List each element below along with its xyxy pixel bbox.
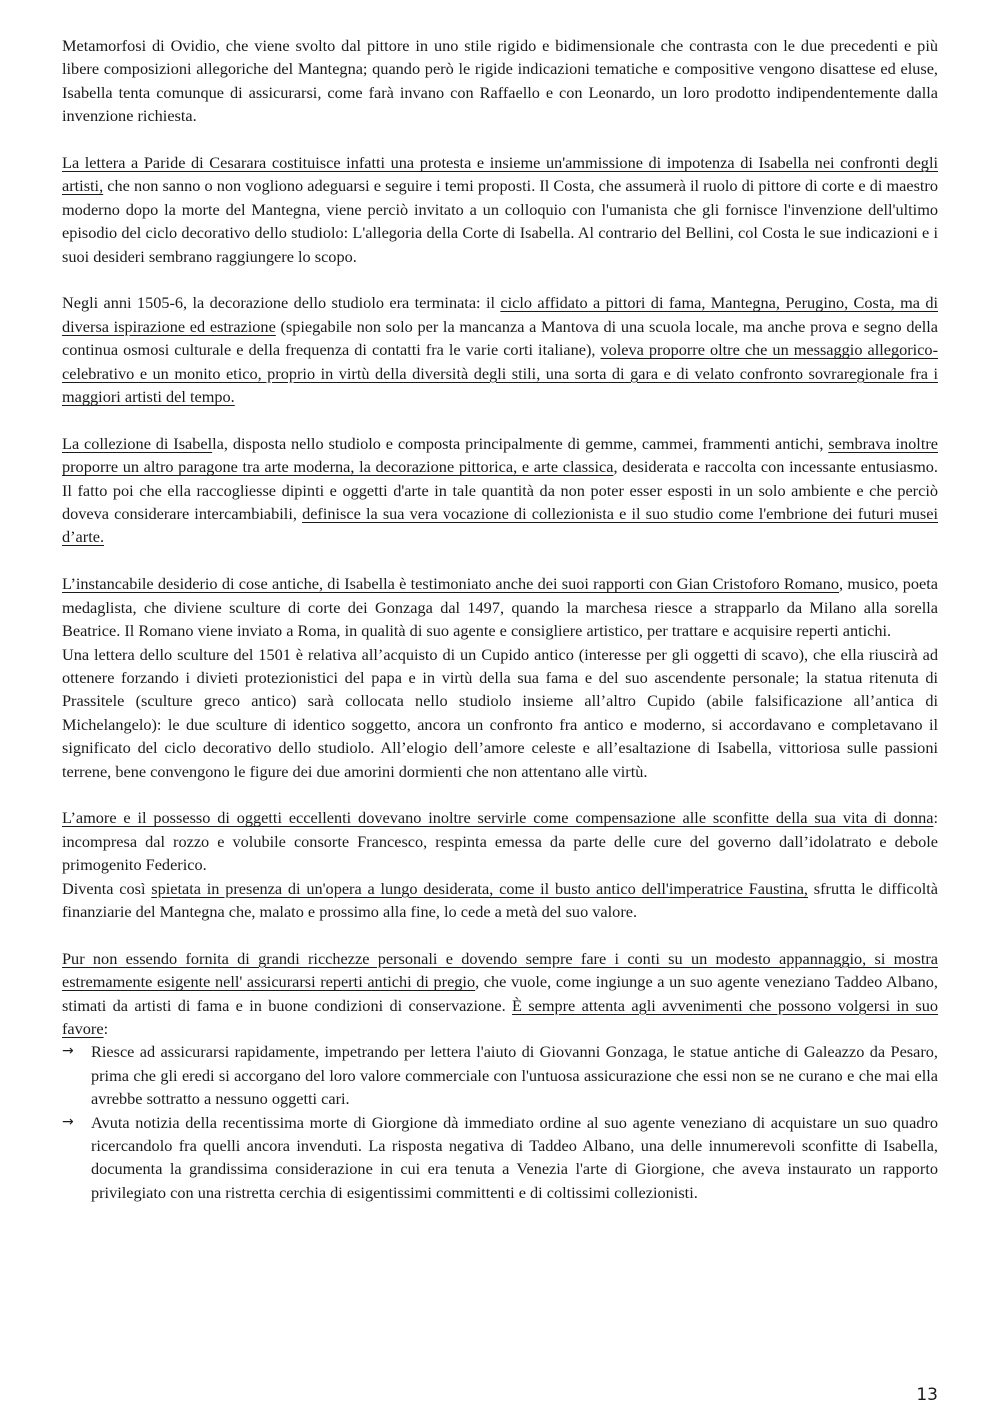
text-run: che non sanno o non vogliono adeguarsi e seguire i temi proposti. Il Costa, che assumerà il ruolo di pittore di corte e di maestro moderno dopo la morte del Mantegna, viene perciò invitato a un colloquio con l'umanista che gli fornisce l'invenzione dell'ultimo episodio del ciclo decorativo dello studiolo: L'allegoria della Corte di Isabella. Al contrario del Bellini, col Costa le sue indicazioni e i suoi desideri sembrano raggiungere lo scopo.: [62, 176, 938, 266]
underlined-text: La collezione di Isabel: [62, 433, 213, 453]
underlined-text: spietata in presenza di un'opera a lungo desiderata, come il busto antico dell'imperatrice Faustina,: [151, 878, 808, 898]
paragraph: [62, 877, 938, 924]
paragraph: [62, 291, 938, 408]
arrow-right-icon: →: [62, 1043, 74, 1060]
underlined-text: ciclo affidato a pittori di fama, Mantegna, Perugino, Costa, ma di diversa ispirazione ed estrazione: [62, 293, 938, 336]
underlined-text: L’amore e il possesso di oggetti eccellenti dovevano inoltre servirle come compensazione alle sconfitte della sua vita di donna: [62, 808, 934, 828]
bullet-text: Avuta notizia della recentissima morte di Giorgione dà immediato ordine al suo agente veneziano di acquistare un suo quadro ricercandolo fra quelli ancora invenduti. La risposta negativa di Taddeo Albano, una delle innumerevoli sconfitte di Isabella, documenta la grandissima considerazione in cui era tenuta a Venezia l'arte di Giorgione, che aveva instaurato un rapporto privilegiato con una ristretta cerchia di esigentissimi committenti e di coltissimi collezionisti.: [91, 1112, 938, 1202]
text-run: Negli anni 1505-6, la decorazione dello studiolo era terminata: il: [62, 293, 501, 313]
bullet-text: Riesce ad assicurarsi rapidamente, impetrando per lettera l'aiuto di Giovanni Gonzaga, le statue antiche di Galeazzo da Pesaro, prima che gli eredi si accorgano del loro valore commerciale con l'untuosa assicurazione che essi non se ne curano e che mai ella avrebbe sottratto a nessuno oggetti cari.: [91, 1042, 938, 1109]
underlined-text: voleva proporre oltre che un messaggio allegorico-celebrativo e un monito etico, proprio in virtù della diversità degli stili, una sorta di gara e di velato confronto sovraregionale fra i maggiori artisti del tempo.: [62, 340, 938, 407]
underlined-text: L’instancabile desiderio di cose antiche, di Isabella è testimoniato anche dei suoi rapporti con Gian Cristoforo Romano: [62, 574, 840, 594]
text-run: : incompresa dal rozzo e volubile consorte Francesco, respinta emessa da parte delle cure del governo dall’idolatrato e debole primogenito Federico.: [62, 808, 938, 875]
paragraph: [62, 947, 938, 1041]
text-run: la, disposta nello studiolo e composta principalmente di gemme, cammei, frammenti antichi,: [212, 433, 829, 453]
underlined-text: definisce la sua vera vocazione di collezionista e il suo studio come l'embrione dei futuri musei d’arte.: [62, 504, 938, 547]
text-run: Diventa così: [62, 878, 152, 898]
arrow-right-icon: →: [62, 1113, 74, 1130]
document-body: [62, 34, 938, 1204]
text-run: Una lettera dello sculture del 1501 è relativa all’acquisto di un Cupido antico (interesse per gli oggetti di scavo), che ella riuscirà ad ottenere forzando i divieti protezionistici del papa e in virtù della sua fama e del suo ascendente personale; la statua ritenuta di Prassitele (sculture greco antico) sarà collocata nello studiolo insieme all’altro Cupido (abile falsificazione all’antica di Michelangelo): le due sculture di identico soggetto, ancora un confronto fra antico e moderno, si accordavano e completavano il significato del ciclo decorativo dello studiolo. All’elogio dell’amore celeste e all’esaltazione di Isabella, vittoriosa sulle passioni terrene, bene convengono le figure dei due amorini dormienti che non attentano alle virtù.: [62, 644, 938, 781]
text-run: , desiderata e raccolta con incessante entusiasmo. Il fatto poi che ella raccogliesse dipinti e oggetti d'arte in tale quantità da non poter esser esposti in un solo ambiente e che perciò doveva considerare intercambiabili,: [62, 457, 938, 524]
paragraph: [62, 806, 938, 876]
paragraph: [62, 572, 938, 642]
underlined-text: È sempre attenta agli avvenimenti che possono volgersi in suo favore: [62, 995, 939, 1038]
page-number: 13: [916, 1385, 938, 1405]
text-run: :: [103, 1018, 109, 1038]
text-run: , che vuole, come ingiunge a un suo agente veneziano Taddeo Albano, stimati da artisti di fama e in buone condizioni di conservazione.: [62, 972, 938, 1015]
text-run: , musico, poeta medaglista, che diviene sculture di corte dei Gonzaga dal 1497, quando la marchesa riesce a strapparlo da Milano alla sorella Beatrice. Il Romano viene inviato a Roma, in qualità di suo agente e consigliere artistico, per trattare e acquisire reperti antichi.: [62, 574, 938, 641]
bullet-list: [62, 1040, 938, 1204]
underlined-text: sembrava inoltre proporre un altro paragone tra arte moderna, la decorazione pittorica, e arte classica: [62, 433, 938, 477]
paragraph: [62, 643, 938, 783]
bullet-item: [62, 1040, 938, 1110]
text-run: (spiegabile non solo per la mancanza a Mantova di una scuola locale, ma anche prova e segno della continua osmosi culturale e della frequenza di contatti fra le varie corti italiane),: [62, 316, 939, 360]
bullet-item: [62, 1111, 938, 1205]
paragraph: [62, 34, 938, 128]
underlined-text: Pur non essendo fornita di grandi ricchezze personali e dovendo sempre fare i conti su un modesto appannaggio, si mostra estremamente esigente nell' assicurarsi reperti antichi di pregio: [62, 948, 938, 992]
paragraph: [62, 432, 938, 549]
text-run: sfrutta le difficoltà finanziarie del Mantegna che, malato e prossimo alla fine, lo cede a metà del suo valore.: [62, 878, 938, 921]
underlined-text: La lettera a Paride di Cesarara costituisce infatti una protesta e insieme un'ammissione di impotenza di Isabella nei confronti degli artisti,: [62, 153, 938, 196]
paragraph: [62, 151, 938, 268]
text-run: Metamorfosi di Ovidio, che viene svolto dal pittore in uno stile rigido e bidimensionale che contrasta con le due precedenti e più libere composizioni allegoriche del Mantegna; quando però le rigide indicazioni tematiche e compositive vengono disattese ed eluse, Isabella tenta comunque di assicurarsi, come farà invano con Raffaello e con Leonardo, un loro prodotto indipendentemente dalla invenzione richiesta.: [62, 36, 938, 126]
